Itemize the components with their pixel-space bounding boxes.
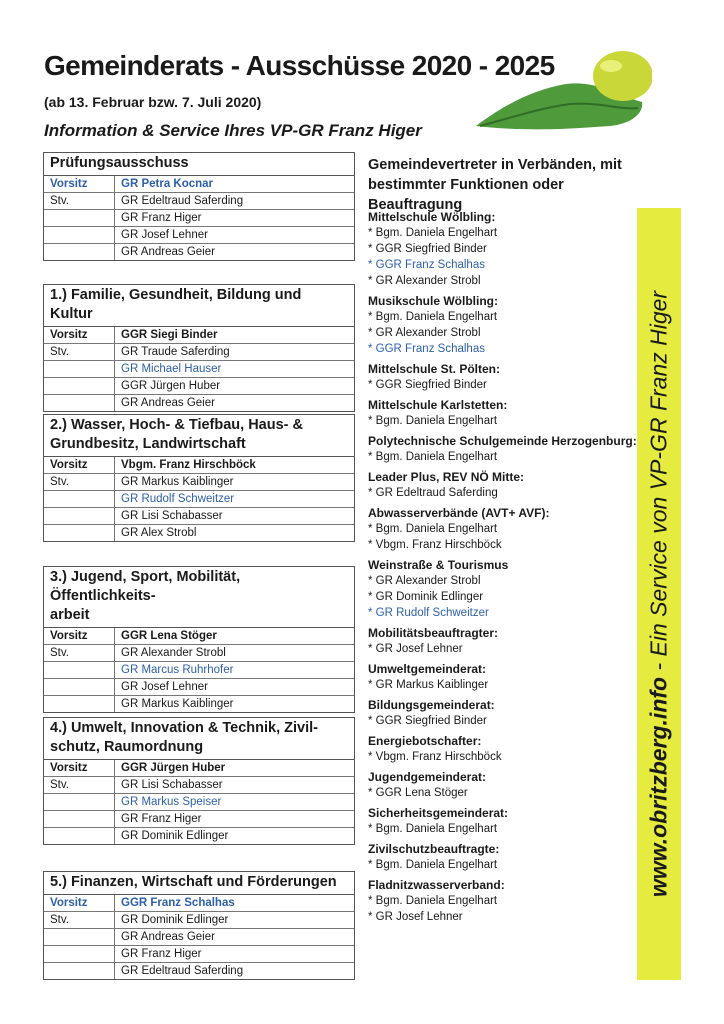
committee-table bbox=[44, 457, 354, 541]
committee-table bbox=[44, 327, 354, 411]
associations-list bbox=[368, 205, 640, 925]
committee-table bbox=[44, 628, 354, 712]
service-text: - Ein Service von VP-GR Franz Higer bbox=[645, 290, 672, 677]
table-row: Stv. GR Dominik Edlinger bbox=[44, 912, 354, 929]
list-item bbox=[368, 877, 640, 925]
table-row: Stv. GR Traude Saferding bbox=[44, 344, 354, 361]
table-row: GR Josef Lehner bbox=[44, 679, 354, 696]
table-row: Vorsitz GGR Franz Schalhas bbox=[44, 895, 354, 912]
association-member: * Bgm. Daniela Engelhart bbox=[368, 523, 498, 535]
association-member: * GR Dominik Edlinger bbox=[368, 591, 484, 603]
committee-title: Prüfungsausschuss bbox=[44, 153, 354, 176]
table-row: GR Markus Kaiblinger bbox=[44, 696, 354, 713]
list-item bbox=[368, 209, 640, 289]
table-row: GR Andreas Geier bbox=[44, 929, 354, 946]
table-row: GR Franz Higer bbox=[44, 946, 354, 963]
association-member: * GR Markus Kaiblinger bbox=[368, 679, 489, 691]
table-row: Vorsitz GGR Lena Stöger bbox=[44, 628, 354, 645]
committee-jugend bbox=[43, 566, 355, 713]
committee-familie bbox=[43, 284, 355, 412]
association-member: * Bgm. Daniela Engelhart bbox=[368, 895, 498, 907]
table-row: GR Andreas Geier bbox=[44, 395, 354, 412]
table-row: Stv. GR Alexander Strobl bbox=[44, 645, 354, 662]
association-member: * GGR Franz Schalhas bbox=[368, 343, 485, 355]
association-member: * Bgm. Daniela Engelhart bbox=[368, 415, 498, 427]
association-member: * GR Edeltraud Saferding bbox=[368, 487, 498, 499]
association-name: Weinstraße & Tourismus bbox=[368, 558, 509, 572]
list-item bbox=[368, 469, 640, 501]
association-member: * Bgm. Daniela Engelhart bbox=[368, 451, 498, 463]
list-item bbox=[368, 769, 640, 801]
association-name: Energiebotschafter: bbox=[368, 734, 482, 748]
list-item bbox=[368, 661, 640, 693]
table-row: GR Franz Higer bbox=[44, 210, 354, 227]
association-member: * GR Josef Lehner bbox=[368, 911, 463, 923]
association-member: * Vbgm. Franz Hirschböck bbox=[368, 751, 502, 763]
list-item bbox=[368, 433, 640, 465]
table-row: GR Rudolf Schweitzer bbox=[44, 491, 354, 508]
table-row: Vorsitz GGR Siegi Binder bbox=[44, 327, 354, 344]
association-name: Polytechnische Schulgemeinde Herzogenburg: bbox=[368, 434, 637, 448]
table-row: GR Alex Strobl bbox=[44, 525, 354, 542]
association-member: * GR Josef Lehner bbox=[368, 643, 463, 655]
association-member: * Bgm. Daniela Engelhart bbox=[368, 859, 498, 871]
association-name: Bildungsgemeinderat: bbox=[368, 698, 495, 712]
committee-title: 4.) Umwelt, Innovation & Technik, Zivil- schutz, Raumordnung bbox=[44, 718, 354, 760]
list-item bbox=[368, 293, 640, 357]
association-member: * GR Alexander Strobl bbox=[368, 275, 481, 287]
tagline: Information & Service Ihres VP-GR Franz Higer bbox=[44, 121, 422, 140]
committee-wasser bbox=[43, 414, 355, 542]
committee-table bbox=[44, 895, 354, 979]
committee-title: 3.) Jugend, Sport, Mobilität, Öffentlichkeits- arbeit bbox=[44, 567, 354, 628]
table-row: GR Josef Lehner bbox=[44, 227, 354, 244]
table-row: GR Dominik Edlinger bbox=[44, 828, 354, 845]
list-item bbox=[368, 697, 640, 729]
committee-pruefungsausschuss bbox=[43, 152, 355, 261]
association-member: * Bgm. Daniela Engelhart bbox=[368, 823, 498, 835]
association-name: Mobilitätsbeauftragter: bbox=[368, 626, 499, 640]
table-row: Vorsitz GR Petra Kocnar bbox=[44, 176, 354, 193]
table-row: Vorsitz GGR Jürgen Huber bbox=[44, 760, 354, 777]
association-member: * GR Alexander Strobl bbox=[368, 327, 481, 339]
table-row: GR Edeltraud Saferding bbox=[44, 963, 354, 980]
committee-title: 1.) Familie, Gesundheit, Bildung und Kultur bbox=[44, 285, 354, 327]
list-item bbox=[368, 557, 640, 621]
table-row: GR Andreas Geier bbox=[44, 244, 354, 261]
date-subtitle: (ab 13. Februar bzw. 7. Juli 2020) bbox=[44, 94, 262, 110]
association-member: * GR Rudolf Schweitzer bbox=[368, 607, 489, 619]
list-item bbox=[368, 505, 640, 553]
table-row: GR Lisi Schabasser bbox=[44, 508, 354, 525]
association-name: Umweltgemeinderat: bbox=[368, 662, 487, 676]
list-item bbox=[368, 397, 640, 429]
association-name: Sicherheitsgemeinderat: bbox=[368, 806, 509, 820]
committee-title: 5.) Finanzen, Wirtschaft und Förderungen bbox=[44, 872, 354, 895]
association-name: Mittelschule Wölbling: bbox=[368, 210, 496, 224]
association-name: Leader Plus, REV NÖ Mitte: bbox=[368, 470, 525, 484]
table-row: GGR Jürgen Huber bbox=[44, 378, 354, 395]
party-logo-icon bbox=[470, 44, 652, 134]
table-row: GR Franz Higer bbox=[44, 811, 354, 828]
table-row: Vorsitz Vbgm. Franz Hirschböck bbox=[44, 457, 354, 474]
association-name: Fladnitzwasserverband: bbox=[368, 878, 505, 892]
association-member: * GGR Lena Stöger bbox=[368, 787, 468, 799]
list-item bbox=[368, 361, 640, 393]
table-row: GR Markus Speiser bbox=[44, 794, 354, 811]
association-member: * Bgm. Daniela Engelhart bbox=[368, 311, 498, 323]
association-name: Abwasserverbände (AVT+ AVF): bbox=[368, 506, 550, 520]
association-member: * Vbgm. Franz Hirschböck bbox=[368, 539, 502, 551]
committee-table bbox=[44, 760, 354, 844]
list-item bbox=[368, 625, 640, 657]
association-name: Musikschule Wölbling: bbox=[368, 294, 499, 308]
sidebar-text bbox=[646, 291, 673, 897]
table-row: Stv. GR Edeltraud Saferding bbox=[44, 193, 354, 210]
list-item bbox=[368, 841, 640, 873]
committee-finanzen bbox=[43, 871, 355, 980]
table-row: GR Marcus Ruhrhofer bbox=[44, 662, 354, 679]
association-member: * GGR Siegfried Binder bbox=[368, 715, 487, 727]
committee-title: 2.) Wasser, Hoch- & Tiefbau, Haus- & Grundbesitz, Landwirtschaft bbox=[44, 415, 354, 457]
associations-heading: Gemeindevertreter in Verbänden, mit bestimmter Funktionen oder Beauftragung bbox=[368, 157, 622, 213]
committee-umwelt bbox=[43, 717, 355, 845]
table-row: GR Michael Hauser bbox=[44, 361, 354, 378]
association-member: * GGR Franz Schalhas bbox=[368, 259, 485, 271]
table-row: Stv. GR Markus Kaiblinger bbox=[44, 474, 354, 491]
association-name: Mittelschule Karlstetten: bbox=[368, 398, 508, 412]
association-member: * GR Alexander Strobl bbox=[368, 575, 481, 587]
list-item bbox=[368, 733, 640, 765]
association-member: * Bgm. Daniela Engelhart bbox=[368, 227, 498, 239]
website-url: www.obritzberg.info bbox=[645, 676, 672, 898]
association-name: Mittelschule St. Pölten: bbox=[368, 362, 501, 376]
table-row: Stv. GR Lisi Schabasser bbox=[44, 777, 354, 794]
page-title: Gemeinderats - Ausschüsse 2020 - 2025 bbox=[44, 50, 555, 81]
association-name: Zivilschutzbeauftragte: bbox=[368, 842, 500, 856]
association-member: * GGR Siegfried Binder bbox=[368, 243, 487, 255]
committee-table bbox=[44, 176, 354, 260]
association-name: Jugendgemeinderat: bbox=[368, 770, 487, 784]
association-member: * GGR Siegfried Binder bbox=[368, 379, 487, 391]
sidebar-banner bbox=[637, 208, 681, 980]
list-item bbox=[368, 805, 640, 837]
